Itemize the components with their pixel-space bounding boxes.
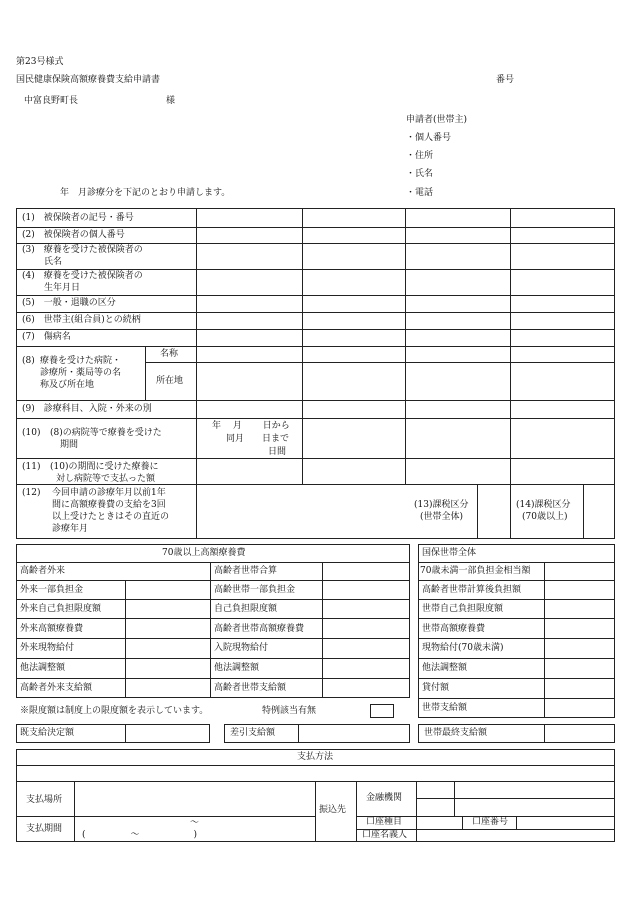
transfer-label: 振込先 — [319, 805, 347, 815]
addressee-honorific: 様 — [166, 96, 176, 106]
tax-class-household: (13)課税区分 — [414, 500, 469, 510]
decided-amount-label: 既支給決定額 — [20, 728, 75, 738]
row-period-label-1: (8)の病院等で療養を受けた — [50, 428, 162, 438]
elderly-left-row: 高齢者外来 — [20, 566, 66, 576]
row-patient-birthdate: (4) 療養を受けた被保険者の — [22, 271, 143, 281]
household-row: 現物給付(70歳未満) — [422, 643, 504, 653]
number-label: 番号 — [496, 75, 515, 85]
household-row: 世帯自己負担限度額 — [422, 604, 504, 614]
payment-period-tilde: 〜 — [190, 818, 200, 828]
limit-note: ※限度額は制度上の限度額を表示しています。 — [20, 706, 209, 716]
elderly-right-row: 高齢者世帯合算 — [214, 566, 278, 576]
form-title: 国民健康保険高額療養費支給申請書 — [16, 75, 161, 85]
elderly-benefit-table — [16, 544, 410, 698]
bank-label: 金融機関 — [366, 793, 403, 803]
household-row: 貸付額 — [422, 683, 450, 693]
household-row: 70歳未満一部負担金相当額 — [420, 566, 531, 576]
account-holder-label: 口座名義人 — [362, 830, 408, 840]
row-hospital-label-2: 診療所・薬局等の名 — [40, 368, 122, 378]
balance-amount-label: 差引支給額 — [230, 728, 276, 738]
row-paid-label-2: 対し病院等で支払った額 — [56, 474, 156, 484]
request-statement: 年 月診療分を下記のとおり申請します。 — [60, 188, 231, 198]
row-hospital-label-1: 療養を受けた病院・ — [40, 356, 122, 366]
tax-class-elderly: (14)課税区分 — [516, 500, 571, 510]
applicant-phone: ・電話 — [406, 188, 434, 198]
account-number-label: 口座番号 — [472, 817, 509, 827]
row-hospital-address: 所在地 — [156, 376, 184, 386]
payment-heading: 支払方法 — [297, 752, 334, 762]
row-hospital-name: 名称 — [160, 349, 179, 359]
applicant-name: ・氏名 — [406, 169, 434, 179]
elderly-left-row: 他法調整額 — [20, 663, 66, 673]
row-recent-label-1: 今回申請の診療年月以前1年 — [52, 488, 166, 498]
row-insured-personal-number: (2) 被保険者の個人番号 — [22, 230, 125, 240]
row-paid-label-1: (10)の期間に受けた療養に — [50, 462, 159, 472]
addressee: 中富良野町長 — [24, 96, 79, 106]
household-row: 世帯支給額 — [422, 703, 468, 713]
row-patient-name: (3) 療養を受けた被保険者の — [22, 245, 143, 255]
row-patient-birthdate-2: 生年月日 — [44, 283, 81, 293]
row-recent-label-4: 診療年月 — [52, 524, 89, 534]
household-row: 世帯高額療養費 — [422, 624, 486, 634]
row-recent-label-2: 間に高額療養費の支給を3回 — [52, 500, 166, 510]
row-department: (9) 診療科目、入院・外来の別 — [22, 404, 152, 414]
elderly-left-row: 外来一部負担金 — [20, 585, 84, 595]
elderly-right-row: 高齢者世帯高額療養費 — [214, 624, 305, 634]
row-recent-number: (12) — [22, 488, 41, 498]
period-to: 同月 日まで — [226, 434, 290, 444]
tax-class-household-2: (世帯全体) — [420, 512, 464, 522]
elderly-left-row: 外来高額療養費 — [20, 624, 84, 634]
row-insured-symbol-number: (1) 被保険者の記号・番号 — [22, 213, 134, 223]
row-period-label-2: 期間 — [60, 440, 79, 450]
household-row: 他法調整額 — [422, 663, 468, 673]
form-number: 第23号様式 — [16, 57, 64, 67]
elderly-left-row: 外来現物給付 — [20, 643, 75, 653]
row-illness-name: (7) 傷病名 — [22, 332, 71, 342]
elderly-left-row: 外来自己負担限度額 — [20, 604, 102, 614]
household-row: 高齢者世帯計算後負担額 — [422, 585, 522, 595]
account-type-label: 口座種目 — [366, 817, 403, 827]
tax-class-elderly-2: (70歳以上) — [522, 512, 568, 522]
row-general-retired: (5) 一般・退職の区分 — [22, 298, 116, 308]
elderly-heading: 70歳以上高額療養費 — [162, 548, 246, 558]
elderly-right-row: 高齢者世帯支給額 — [214, 683, 287, 693]
applicant-address: ・住所 — [406, 151, 434, 161]
row-paid-number: (11) — [22, 462, 41, 472]
row-recent-label-3: 以上受けたときはその直近の — [52, 512, 170, 522]
household-heading: 国保世帯全体 — [422, 548, 477, 558]
row-hospital-label-3: 称及び所在地 — [40, 380, 95, 390]
row-relationship: (6) 世帯主(組合員)との続柄 — [22, 315, 141, 325]
payment-period-label: 支払期間 — [26, 824, 63, 834]
row-hospital-number: (8) — [22, 356, 35, 366]
elderly-right-row: 自己負担限度額 — [214, 604, 278, 614]
applicant-heading: 申請者(世帯主) — [406, 115, 468, 125]
final-amount-label: 世帯最終支給額 — [424, 728, 488, 738]
elderly-left-row: 高齢者外来支給額 — [20, 683, 93, 693]
elderly-right-row: 他法調整額 — [214, 663, 260, 673]
elderly-right-row: 入院現物給付 — [214, 643, 269, 653]
period-from: 年 月 日から — [212, 421, 290, 431]
row-period-number: (10) — [22, 428, 41, 438]
row-patient-name-2: 氏名 — [44, 257, 63, 267]
period-days: 日間 — [268, 447, 287, 457]
special-case-label: 特例該当有無 — [262, 706, 317, 716]
applicant-personal-number: ・個人番号 — [406, 133, 452, 143]
payment-place-label: 支払場所 — [26, 795, 63, 805]
payment-period-range: ( 〜 ) — [82, 830, 198, 840]
special-case-checkbox[interactable] — [370, 704, 394, 718]
elderly-right-row: 高齢世帯一部負担金 — [214, 585, 296, 595]
